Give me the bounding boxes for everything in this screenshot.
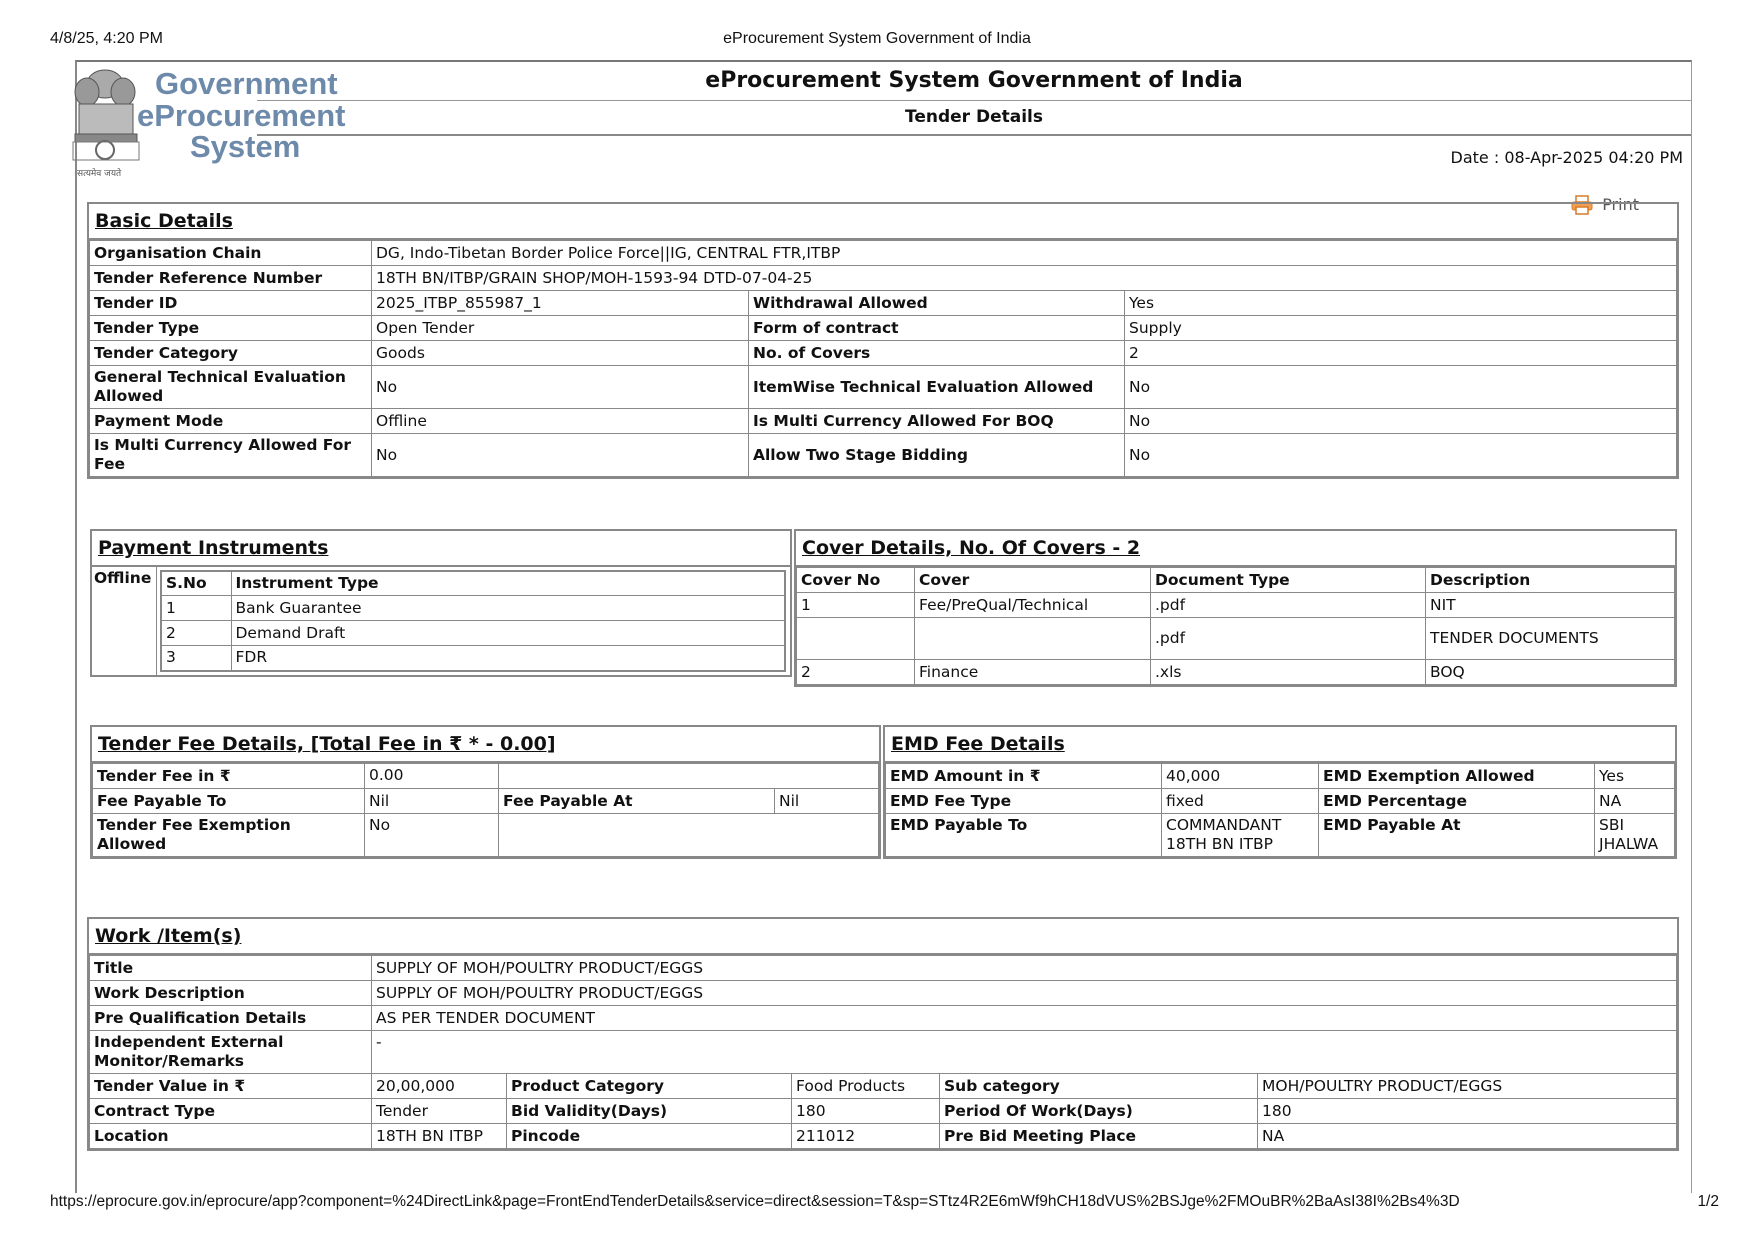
emd-fee-section [883,725,1677,859]
field-label: Location [90,1124,372,1149]
page-subtitle: Tender Details [257,101,1691,136]
cover-details-heading: Cover Details, No. Of Covers - 2 [796,531,1675,567]
work-items-heading: Work /Item(s) [89,919,1677,955]
tender-ref-value: 18TH BN/ITBP/GRAIN SHOP/MOH-1593-94 DTD-07-04-25 [372,266,1677,291]
field-label: Period Of Work(Days) [940,1099,1258,1124]
table-row [161,621,785,646]
field-value: 18TH BN ITBP [372,1124,507,1149]
table-header-row [797,568,1675,593]
col-sno-header: S.No [161,571,231,596]
field-value: Supply [1125,316,1677,341]
field-label: Form of contract [749,316,1125,341]
table-row [797,593,1675,618]
emblem-icon [73,70,139,160]
table-row [93,789,879,814]
table-row [886,789,1675,814]
work-title-value: SUPPLY OF MOH/POULTRY PRODUCT/EGGS [372,956,1677,981]
field-label: Contract Type [90,1099,372,1124]
cover-name: Finance [915,660,1151,685]
fee-exemption-label: Tender Fee Exemption Allowed [93,814,365,857]
prequal-value: AS PER TENDER DOCUMENT [372,1006,1677,1031]
col-cover-no-header: Cover No [797,568,915,593]
col-description-header: Description [1426,568,1675,593]
field-value: 211012 [792,1124,940,1149]
table-row [161,646,785,671]
work-desc-label: Work Description [90,981,372,1006]
field-label: Product Category [507,1074,792,1099]
table-row [797,660,1675,685]
emd-fee-heading: EMD Fee Details [885,727,1675,763]
cover-doc-type: .pdf [1151,618,1426,660]
basic-details-heading: Basic Details [89,204,1677,240]
instrument-type: FDR [231,646,785,671]
page-url[interactable]: https://eprocure.gov.in/eprocure/app?component=%24DirectLink&page=FrontEndTenderDetails&service=direct&session=T&sp=STtz4R2E6mWf9hCH18dVUS%2BSJge%2FMOuBR%2BaAsI38I%2Bs4%3D [50,1193,1460,1210]
field-value: No [1125,409,1677,434]
field-value: Tender [372,1099,507,1124]
table-row [161,596,785,621]
work-desc-value: SUPPLY OF MOH/POULTRY PRODUCT/EGGS [372,981,1677,1006]
field-label: General Technical Evaluation Allowed [90,366,372,409]
table-row [93,814,879,857]
tender-details-page [75,60,1692,1193]
fee-payable-at-label: Fee Payable At [499,789,775,814]
field-value: Open Tender [372,316,749,341]
work-items-section [87,917,1679,1151]
tender-ref-label: Tender Reference Number [90,266,372,291]
emd-type-label: EMD Fee Type [886,789,1162,814]
browser-page-title: eProcurement System Government of India [723,30,1031,47]
cover-name: Fee/PreQual/Technical [915,593,1151,618]
tender-fee-label: Tender Fee in ₹ [93,764,365,789]
work-items-table [89,955,1677,1149]
field-value: Food Products [792,1074,940,1099]
emd-amount-label: EMD Amount in ₹ [886,764,1162,789]
cover-no: 2 [797,660,915,685]
table-row [90,366,1677,409]
field-value: 180 [792,1099,940,1124]
field-value: No [1125,434,1677,477]
field-value: Offline [372,409,749,434]
table-row [90,341,1677,366]
fee-payable-to-value: Nil [365,789,499,814]
report-date: Date : 08-Apr-2025 04:20 PM [1450,148,1683,167]
empty-cell [499,814,879,857]
table-header-row [161,571,785,596]
field-label: Allow Two Stage Bidding [749,434,1125,477]
field-value: Goods [372,341,749,366]
field-value: No [372,366,749,409]
emd-amount-value: 40,000 [1162,764,1319,789]
col-instrument-header: Instrument Type [231,571,785,596]
cover-no [797,618,915,660]
cover-description: NIT [1426,593,1675,618]
work-title-label: Title [90,956,372,981]
instrument-table [160,570,786,672]
field-label: Pincode [507,1124,792,1149]
logo-line-1: Government [155,66,338,101]
field-label: Bid Validity(Days) [507,1099,792,1124]
logo-line-2: eProcurement [137,98,346,133]
cover-details-section [794,529,1677,687]
table-row [90,241,1677,266]
field-label: Withdrawal Allowed [749,291,1125,316]
tender-fee-section [90,725,881,859]
table-row [797,618,1675,660]
table-row [90,291,1677,316]
cover-description: BOQ [1426,660,1675,685]
fee-exemption-value: No [365,814,499,857]
field-value: NA [1258,1124,1677,1149]
table-row [90,266,1677,291]
table-row [93,764,879,789]
payment-instruments-heading: Payment Instruments [92,531,790,567]
field-label: No. of Covers [749,341,1125,366]
emd-type-value: fixed [1162,789,1319,814]
page-title: eProcurement System Government of India [257,62,1691,101]
cover-name [915,618,1151,660]
instrument-sno: 3 [161,646,231,671]
table-row [886,814,1675,857]
table-row [90,1031,1677,1074]
basic-details-section [87,202,1679,479]
tender-fee-value: 0.00 [365,764,499,789]
table-row [90,1124,1677,1149]
field-value: 20,00,000 [372,1074,507,1099]
field-label: Tender ID [90,291,372,316]
cover-doc-type: .xls [1151,660,1426,685]
instrument-type: Demand Draft [231,621,785,646]
field-value: MOH/POULTRY PRODUCT/EGGS [1258,1074,1677,1099]
emd-exemption-label: EMD Exemption Allowed [1319,764,1595,789]
table-row [90,1099,1677,1124]
field-label: Payment Mode [90,409,372,434]
monitor-label: Independent External Monitor/Remarks [90,1031,372,1074]
logo-line-3: System [190,129,301,164]
print-link[interactable]: Print [1602,195,1639,214]
field-label: Is Multi Currency Allowed For BOQ [749,409,1125,434]
field-label: Sub category [940,1074,1258,1099]
field-value: No [372,434,749,477]
prequal-label: Pre Qualification Details [90,1006,372,1031]
emd-percent-value: NA [1595,789,1675,814]
page-number: 1/2 [1697,1193,1719,1210]
emd-exemption-value: Yes [1595,764,1675,789]
instrument-sno: 2 [161,621,231,646]
field-label: ItemWise Technical Evaluation Allowed [749,366,1125,409]
col-doc-type-header: Document Type [1151,568,1426,593]
field-value: 2025_ITBP_855987_1 [372,291,749,316]
field-label: Tender Type [90,316,372,341]
field-value: 180 [1258,1099,1677,1124]
fee-payable-at-value: Nil [775,789,879,814]
field-label: Tender Value in ₹ [90,1074,372,1099]
table-row [90,981,1677,1006]
table-row [90,956,1677,981]
org-chain-label: Organisation Chain [90,241,372,266]
table-row [886,764,1675,789]
empty-cell [499,764,879,789]
payment-mode: Offline [92,567,157,675]
table-row [90,316,1677,341]
emd-payable-at-value: SBI JHALWA [1595,814,1675,857]
monitor-value: - [372,1031,1677,1074]
tender-fee-table [92,763,879,857]
emd-payable-to-label: EMD Payable To [886,814,1162,857]
cover-no: 1 [797,593,915,618]
cover-description: TENDER DOCUMENTS [1426,618,1675,660]
field-label: Is Multi Currency Allowed For Fee [90,434,372,477]
cover-doc-type: .pdf [1151,593,1426,618]
emd-payable-at-label: EMD Payable At [1319,814,1595,857]
field-label: Pre Bid Meeting Place [940,1124,1258,1149]
col-cover-header: Cover [915,568,1151,593]
basic-details-table [89,240,1677,477]
table-row [90,1074,1677,1099]
browser-datetime: 4/8/25, 4:20 PM [50,30,163,47]
table-row [90,409,1677,434]
field-value: Yes [1125,291,1677,316]
emd-payable-to-value: COMMANDANT 18TH BN ITBP [1162,814,1319,857]
table-row [90,434,1677,477]
tender-fee-heading: Tender Fee Details, [Total Fee in ₹ * - 0.00] [92,727,879,763]
field-value: 2 [1125,341,1677,366]
cover-table [796,567,1675,685]
field-value: No [1125,366,1677,409]
payment-instruments-section [90,529,792,677]
emd-percent-label: EMD Percentage [1319,789,1595,814]
fee-payable-to-label: Fee Payable To [93,789,365,814]
table-row [90,1006,1677,1031]
field-label: Tender Category [90,341,372,366]
instrument-sno: 1 [161,596,231,621]
instrument-type: Bank Guarantee [231,596,785,621]
org-chain-value: DG, Indo-Tibetan Border Police Force||IG, CENTRAL FTR,ITBP [372,241,1677,266]
emd-fee-table [885,763,1675,857]
logo-motto: सत्यमेव जयते [77,169,122,179]
